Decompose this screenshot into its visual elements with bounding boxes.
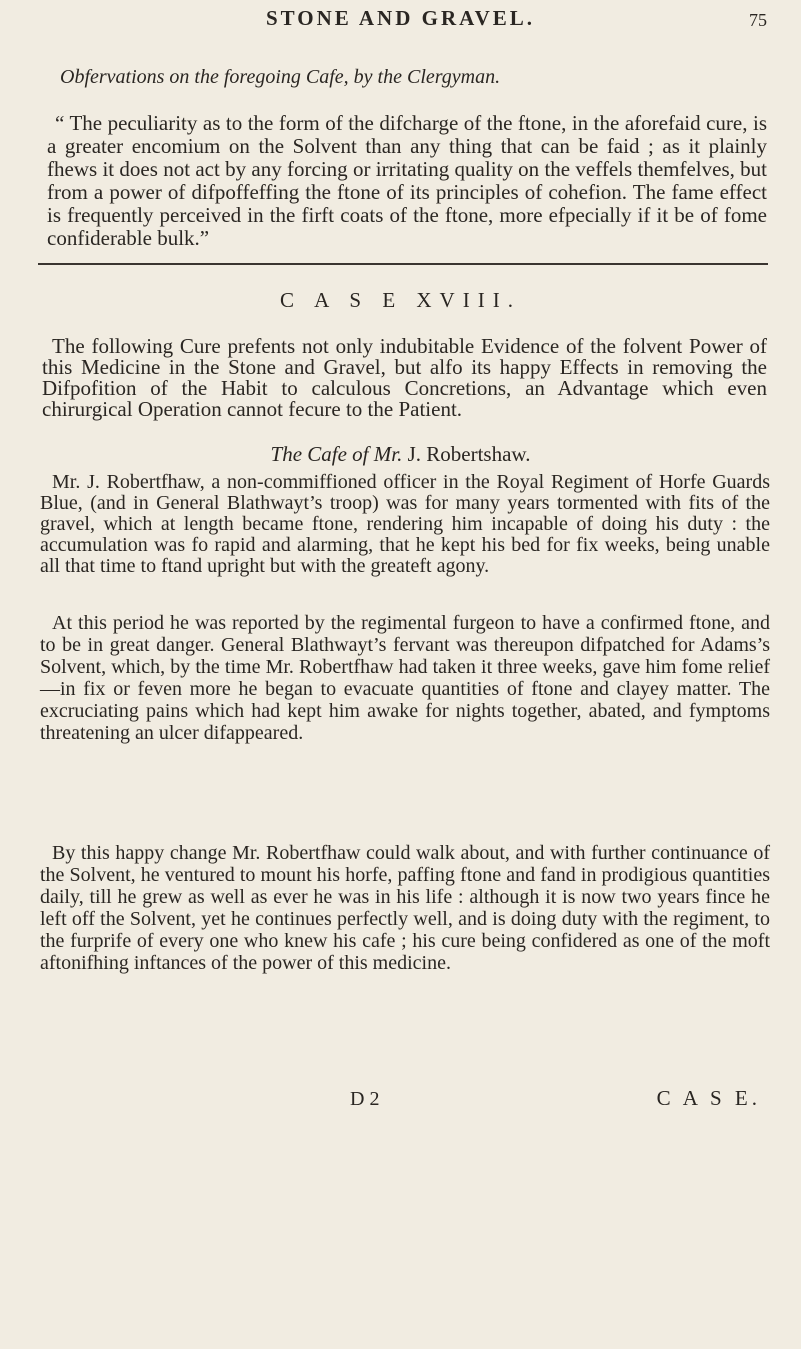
- case-title-name: J. Robertshaw.: [407, 442, 531, 466]
- case-paragraph-3: By this happy change Mr. Robertfhaw could walk about, and with further continuance of the Solvent, he ventured to mount his horfe, paffing ftone and fand in prodigious quantities daily, till he grew as well as ever he was in his life : although it is now two years fince he left off the Solvent, yet he continues perfectly well, and is doing duty with the regiment, to the furprife of every one who knew his cafe ; his cure being confidered as one of the moft aftonifhing inftances of the power of this medicine.: [40, 842, 770, 974]
- section-divider: [38, 263, 768, 265]
- case-title: [0, 442, 801, 467]
- catchword: C A S E.: [656, 1086, 761, 1110]
- running-head: STONE AND GRAVEL.: [265, 6, 536, 30]
- case-paragraph-1: Mr. J. Robertfhaw, a non-commiffioned officer in the Royal Regiment of Horfe Guards Blue, (and in General Blathwayt’s troop) was for many years tormented with fits of the gravel, which at length became ftone, rendering him incapable of doing his duty : the accumulation was fo rapid and alarming, that he kept his bed for fix weeks, being unable all that time to ftand upright but with the greateft agony.: [40, 471, 770, 577]
- observations-paragraph: “ The peculiarity as to the form of the difcharge of the ftone, in the aforefaid cure, is a greater encomium on the Solvent than any thing that can be faid ; as it plainly fhews it does not act by any forcing or irritating quality on the veffels themfelves, but from a power of difpoffeffing the ftone of its principles of cohefion. The fame effect is frequently perceived in the firft coats of the ftone, more efpecially if it be of fome confiderable bulk.”: [47, 111, 767, 250]
- observations-title: Obfervations on the foregoing Cafe, by the Clergyman.: [60, 66, 501, 88]
- case-title-italic: The Cafe of Mr.: [270, 442, 403, 466]
- page-number: 75: [749, 10, 767, 30]
- case-intro: The following Cure prefents not only indubitable Evidence of the folvent Power of this Medicine in the Stone and Gravel, but alfo its happy Effects in removing the Difpofition of the Habit to calculous Concretions, an Advantage which even chirurgical Operation cannot fecure to the Patient.: [42, 334, 767, 421]
- case-heading: C A S E XVIII.: [280, 288, 521, 312]
- case-paragraph-2: At this period he was reported by the regimental furgeon to have a confirmed ftone, and to be in great danger. General Blathwayt’s fervant was thereupon difpatched for Adams’s Solvent, which, by the time Mr. Robertfhaw had taken it three weeks, gave him fome relief—in fix or feven more he began to evacuate quantities of ftone and clayey matter. The excruciating pains which had kept him awake for nights together, abated, and fymptoms threatening an ulcer difappeared.: [40, 612, 770, 744]
- signature-mark: D 2: [350, 1088, 380, 1110]
